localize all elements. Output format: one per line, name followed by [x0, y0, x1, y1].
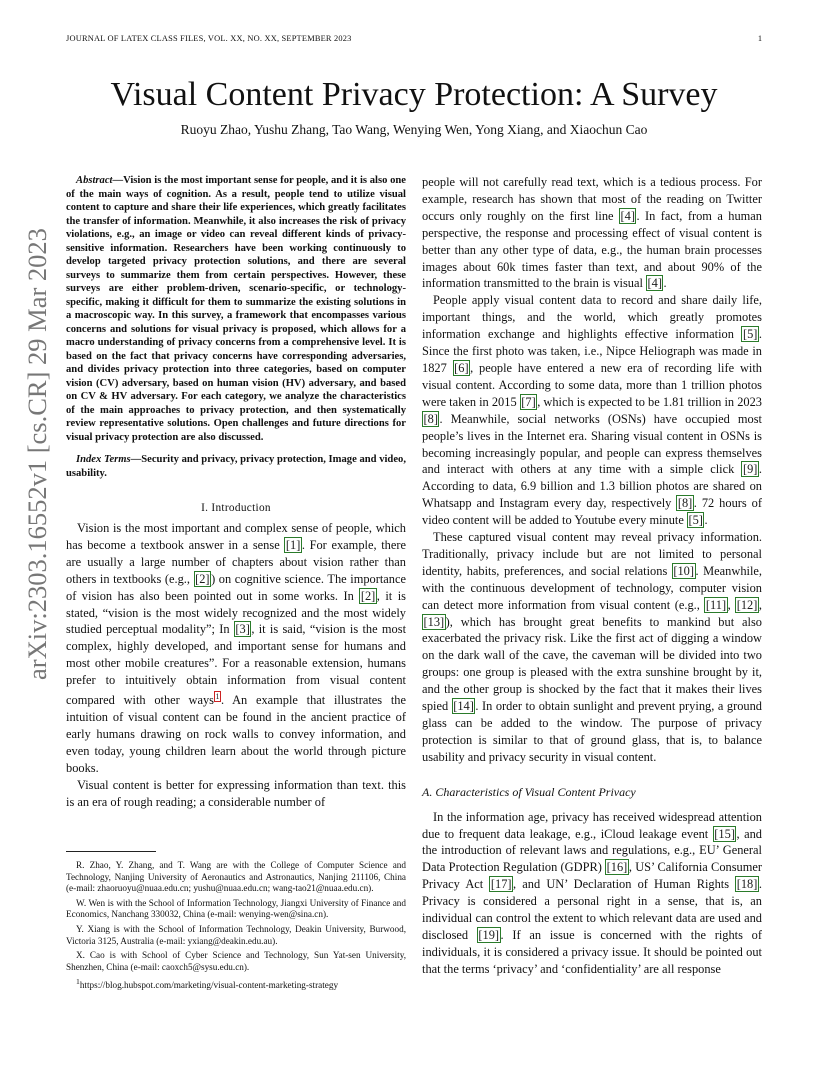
- citation-link[interactable]: [8]: [677, 496, 693, 511]
- citation-link[interactable]: [3]: [235, 622, 250, 637]
- footnote-link[interactable]: 1: [215, 692, 220, 702]
- citation-link[interactable]: [5]: [688, 513, 703, 528]
- citation-link[interactable]: [19]: [478, 927, 500, 942]
- citation-link[interactable]: [4]: [620, 208, 635, 223]
- citation-link[interactable]: [7]: [521, 394, 536, 409]
- citation-link[interactable]: [18]: [736, 877, 758, 892]
- footnotes: [66, 860, 406, 995]
- paragraph: People apply visual content data to record and share daily life, important things, and the world, which greatly promotes information exchange and highlights effective information [5] . Since the first photo was taken, i.e., Nipce Heliograph was made in 1827 [6] , people have entered a new era of recording life with visual content. According to some data, more than 1 trillion photos were taken in 2015 [7] , which is expected to be 1.81 trillion in 2023 [8] . Meanwhile, social networks (OSNs) have occupied most people’s lives in the Internet era. Sharing visual content in OSNs is becoming increasingly popular, and people can express themselves and interact with others at any time with a simple click [9] . According to data, 6.9 billion and 1.3 billion photos are shared on Whatsapp and Instagram every day, respectively [8] . 72 hours of video content will be added to Youtube every minute [5] .: [422, 293, 762, 528]
- citation-link[interactable]: [2]: [195, 571, 210, 586]
- paragraph: people will not carefully read text, which is a tedious process. For example, research has shown that most of the reading on Twitter occurs only roughly on the first line [4] . In fact, from a human perspective, the response and processing effect of visual content is better than any other type of data, e.g., the human brain processes images about 60k times faster than text, and about 90% of the information transmitted to the brain is visual [4] .: [422, 175, 762, 291]
- citation-link[interactable]: [2]: [360, 588, 376, 603]
- footnote-mark: 1: [76, 977, 80, 987]
- citation-link[interactable]: [17]: [490, 877, 512, 892]
- footnote-affiliation: W. Wen is with the School of Information Technology, Jiangxi University of Finance and Economics, Nanchang 330032, China (e-mail: wenying-wen@sina.cn).: [66, 897, 406, 920]
- citation-link[interactable]: [11]: [705, 597, 727, 612]
- footnote-affiliation: R. Zhao, Y. Zhang, and T. Wang are with the College of Computer Science and Technology, Nanjing University of Aeronautics and Astronautics, Nanjing 211106, China (e-mail: zhaoruoyu@nuaa.edu.cn; yushu@nuaa.edu.cn; wang-tao21@nuaa.edu.cn).: [66, 860, 406, 894]
- abstract-text: —Vision is the most important sense for people, and it is also one of the main ways of cognition. As a result, people tend to utilize visual content to capture and share their life experiences, which greatly facilitates the transfer of information. Meanwhile, it also increases the risk of privacy violations, e.g., an image or video can reveal different kinds of privacy-sensitive information. Researchers have been working continuously to develop targeted privacy protection solutions, and there are several surveys to summarize them from certain perspectives. However, these surveys are either problem-driven, scenario-specific, or technology-specific, making it difficult for them to summarize the existing solutions in a macroscopic way. In this survey, a framework that encompasses various concerns and solutions for visual privacy is proposed, which allows for a macro understanding of privacy concerns from a comprehensive level. It is based on the fact that privacy concerns have corresponding adversaries, and divides privacy protection into three categories, based on computer vision (CV) adversary, based on human vision (HV) adversary, and based on CV & HV adversary. For each category, we analyze the characteristics of the main approaches to privacy protection, and then systematically review representative solutions. Open challenges and future directions for visual privacy protection are also discussed.: [66, 175, 406, 443]
- citation-link[interactable]: [5]: [742, 327, 758, 342]
- right-column: [422, 174, 762, 978]
- footnote-url: [66, 976, 406, 992]
- citation-link[interactable]: [16]: [606, 860, 628, 875]
- intro-body-left: [66, 520, 406, 811]
- footnote-affiliation: X. Cao is with School of Cyber Science and Technology, Sun Yat-sen University, Shenzhen, China (e-mail: caoxch5@sysu.edu.cn).: [66, 950, 406, 972]
- left-column: [66, 174, 406, 811]
- subsection-heading-characteristics: A. Characteristics of Visual Content Privacy: [422, 784, 636, 799]
- abstract-label: Abstract: [76, 175, 113, 186]
- citation-link[interactable]: [10]: [673, 563, 694, 578]
- arxiv-identifier: arXiv:2303.16552v1 [cs.CR] 29 Mar 2023: [22, 228, 52, 680]
- citation-link[interactable]: [6]: [454, 360, 469, 375]
- citation-link[interactable]: [15]: [714, 826, 735, 841]
- citation-link[interactable]: [13]: [423, 614, 445, 629]
- citation-link[interactable]: [14]: [453, 699, 474, 714]
- citation-link[interactable]: [1]: [285, 537, 301, 552]
- paragraph: Visual content is better for expressing information than text. this is an era of rough reading; a considerable number of: [66, 777, 406, 809]
- paragraph: In the information age, privacy has received widespread attention due to frequent data leakage, e.g., iCloud leakage event [15] , and the introduction of relevant laws and regulations, e.g., EU’ General Data Protection Regulation (GDPR) [16] , US’ California Consumer Privacy Act [17] , and UN’ Declaration of Human Rights [18] . Privacy is considered a personal right in a sense, that is, an individual can control the extent to which relevant data are used and disclosed [19] . If an issue is concerned with the rights of individuals, it is considered a privacy issue. It should be pointed out that the terms ‘privacy’ and ‘confidentiality’ are all response: [422, 809, 762, 976]
- paper-authors: Ruoyu Zhao, Yushu Zhang, Tao Wang, Wenying Wen, Yong Xiang, and Xiaochun Cao: [180, 122, 648, 137]
- paragraph: These captured visual content may reveal privacy information. Traditionally, privacy include but are not limited to personal identity, habits, preferences, and social relations [10] . Meanwhile, with the continuous development of technology, computer vision can detect more information from visual content (e.g., [11] , [12] , [13] ), which has brought great benefits to mankind but also exacerbated the privacy risk. Like the first act of digging a window on the dark wall of the cave, the caveman will be divided into two groups: one group is pleased with the extra sunshine brought by it, and the other group is shocked by the fact that it makes their lives spied [14] . In order to obtain sunlight and prevent prying, a ground glass can be added to the window. The purpose of privacy protection is similar to that of ground glass, that is, to balance usability and privacy security in visual content.: [422, 530, 762, 764]
- section-heading-introduction: I. Introduction: [201, 502, 271, 514]
- paper-title: Visual Content Privacy Protection: A Survey: [110, 76, 718, 113]
- abstract: [66, 174, 406, 480]
- paragraph: Vision is the most important and complex sense of people, which has become a textbook answer in a sense [1] . For example, there are usually a large number of chapters about vision rather than others in textbooks (e.g., [2] ) on cognitive science. The importance of vision has also been pointed out in some works. In [2] , it is stated, “vision is the most widely recognized and the most widely studied perceptual modality”; In [3] , it is said, “vision is the most complex, highly developed, and important sense for humans and most other mobile creatures”. For a reasonable extension, humans prefer to intuitively obtain information from visual content compared with other ways $^1$ . An example that illustrates the intuition of visual content can be found in the ancient practice of early humans drawing on rock walls to convey information, and even today, young children learn about the world through picture books.: [66, 521, 407, 775]
- footnote-affiliation: Y. Xiang is with the School of Information Technology, Deakin University, Burwood, Victoria 3125, Australia (e-mail: yxiang@deakin.edu.au).: [66, 923, 406, 946]
- page-number: 1: [757, 34, 762, 43]
- footnote-rule: [66, 851, 156, 852]
- citation-link[interactable]: [4]: [647, 276, 662, 291]
- running-header: JOURNAL OF LATEX CLASS FILES, VOL. XX, NO. XX, SEPTEMBER 2023: [66, 34, 352, 43]
- citation-link[interactable]: [12]: [736, 597, 758, 612]
- index-terms-label: Index Terms: [76, 454, 131, 465]
- citation-link[interactable]: [8]: [423, 411, 438, 426]
- citation-link[interactable]: [9]: [742, 462, 758, 477]
- footnote-url-link[interactable]: https://blog.hubspot.com/marketing/visual-content-marketing-strategy: [79, 980, 339, 991]
- index-terms-text: —Security and privacy, privacy protection, Image and video, usability.: [66, 454, 406, 479]
